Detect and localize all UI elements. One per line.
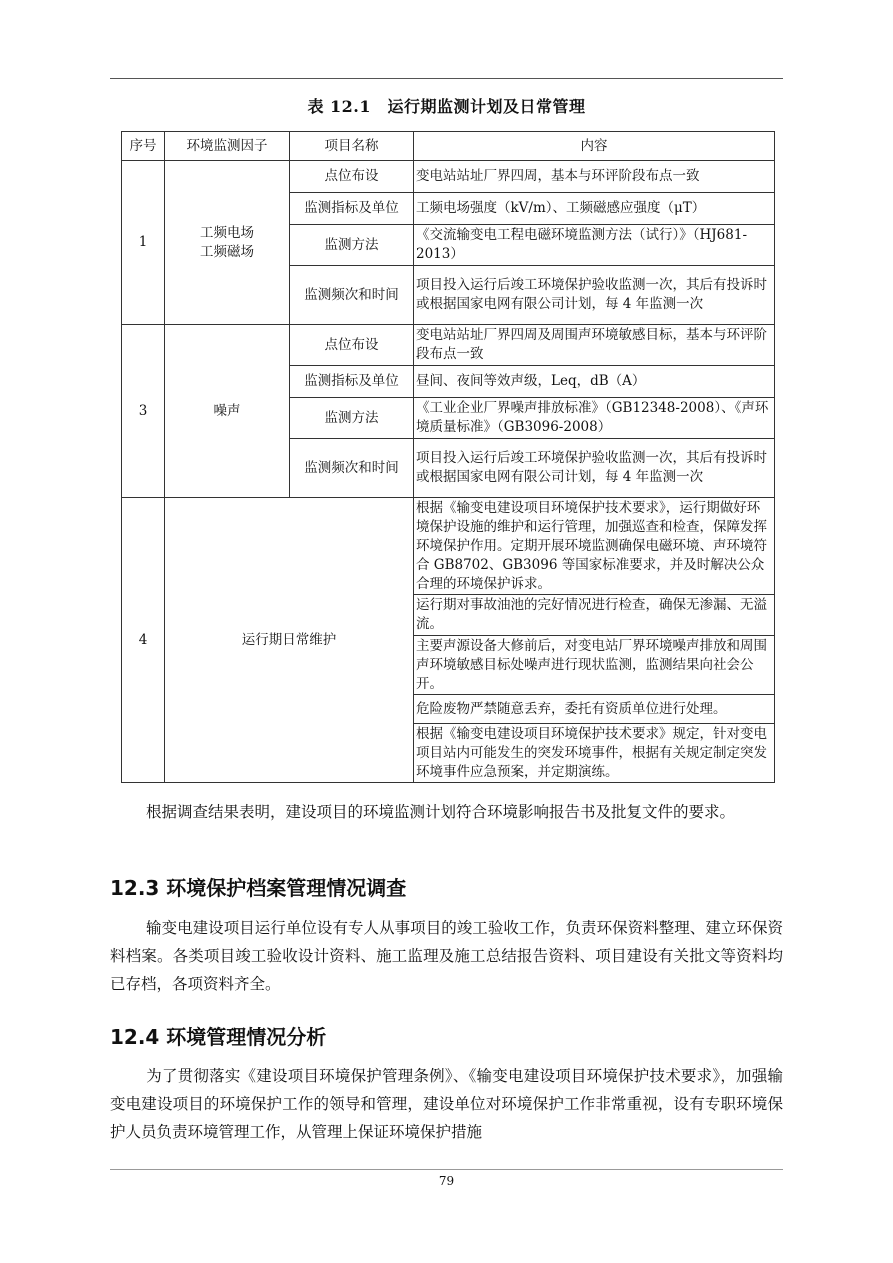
archive-text: 输变电建设项目运行单位设有专人从事项目的竣工验收工作，负责环保资料整理、建立环保资料档案。各类项目竣工验收设计资料、施工监理及施工总结报告资料、项目建设有关批文等资料均已存档，各项资料齐全。 [110, 919, 783, 993]
item-name: 监测指标及单位 [290, 193, 414, 225]
conclusion-text: 根据调查结果表明，建设项目的环境监测计划符合环境影响报告书及批复文件的要求。 [146, 803, 736, 821]
header-rule [110, 78, 783, 79]
item-content: 变电站站址厂界四周，基本与环评阶段布点一致 [414, 161, 775, 193]
maintenance-content: 根据《输变电建设项目环境保护技术要求》规定，针对变电项目站内可能发生的突发环境事件，根据有关规定制定突发环境事件应急预案，并定期演练。 [414, 724, 775, 783]
row-number: 3 [122, 325, 165, 498]
conclusion-paragraph [110, 798, 783, 826]
item-content: 《工业企业厂界噪声排放标准》（GB12348-2008）、《声环境质量标准》（GB3096-2008） [414, 398, 775, 439]
table-caption: 表 12.1 运行期监测计划及日常管理 [307, 97, 586, 116]
factor-magnetic-field: 工频磁场 [200, 243, 254, 260]
table-header-row [122, 132, 775, 161]
maintenance-content: 主要声源设备大修前后，对变电站厂界环境噪声排放和周围声环境敏感目标处噪声进行现状监测，监测结果向社会公开。 [414, 636, 775, 695]
item-content: 项目投入运行后竣工环境保护验收监测一次，其后有投诉时或根据国家电网有限公司计划，每 4 年监测一次 [414, 266, 775, 325]
archive-paragraph [110, 914, 783, 998]
management-paragraph [110, 1062, 783, 1146]
col-header-content: 内容 [414, 132, 775, 161]
item-content: 昼间、夜间等效声级，Leq，dB（A） [414, 366, 775, 398]
item-content: 《交流输变电工程电磁环境监测方法（试行）》（HJ681-2013） [414, 225, 775, 266]
management-text: 为了贯彻落实《建设项目环境保护管理条例》、《输变电建设项目环境保护技术要求》，加强输变电建设项目的环境保护工作的领导和管理，建设单位对环境保护工作非常重视，设有专职环境保护人员负责环境管理工作，从管理上保证环境保护措施 [110, 1067, 783, 1141]
page-number: 79 [438, 1174, 455, 1188]
col-header-factor: 环境监测因子 [165, 132, 290, 161]
item-name: 监测频次和时间 [290, 266, 414, 325]
item-content: 工频电场强度（kV/m）、工频磁感应强度（μT） [414, 193, 775, 225]
item-name: 监测方法 [290, 398, 414, 439]
row-number: 1 [122, 161, 165, 325]
monitoring-factor: 噪声 [165, 325, 290, 498]
maintenance-content: 危险废物严禁随意丢弃，委托有资质单位进行处理。 [414, 695, 775, 724]
monitoring-factor [165, 161, 290, 325]
table-row [122, 325, 775, 366]
monitoring-plan-table [121, 131, 775, 783]
item-content: 项目投入运行后竣工环境保护验收监测一次，其后有投诉时或根据国家电网有限公司计划，每 4 年监测一次 [414, 439, 775, 498]
table-row [122, 498, 775, 595]
item-name: 点位布设 [290, 161, 414, 193]
maintenance-content: 根据《输变电建设项目环境保护技术要求》，运行期做好环境保护设施的维护和运行管理，加强巡查和检查，保障发挥环境保护作用。定期开展环境监测确保电磁环境、声环境符合 GB8702、GB3096 等国家标准要求，并及时解决公众合理的环境保护诉求。 [414, 498, 775, 595]
maintenance-label: 运行期日常维护 [165, 498, 414, 783]
item-name: 监测频次和时间 [290, 439, 414, 498]
item-name: 监测指标及单位 [290, 366, 414, 398]
item-name: 点位布设 [290, 325, 414, 366]
factor-electric-field: 工频电场 [200, 224, 254, 241]
col-header-item: 项目名称 [290, 132, 414, 161]
col-header-no: 序号 [122, 132, 165, 161]
item-name: 监测方法 [290, 225, 414, 266]
footer-rule [110, 1169, 783, 1170]
section-heading-12-3: 12.3 环境保护档案管理情况调查 [110, 876, 407, 900]
row-number: 4 [122, 498, 165, 783]
section-heading-12-4: 12.4 环境管理情况分析 [110, 1025, 327, 1049]
table-row [122, 161, 775, 193]
item-content: 变电站站址厂界四周及周围声环境敏感目标，基本与环评阶段布点一致 [414, 325, 775, 366]
maintenance-content: 运行期对事故油池的完好情况进行检查，确保无渗漏、无溢流。 [414, 595, 775, 636]
